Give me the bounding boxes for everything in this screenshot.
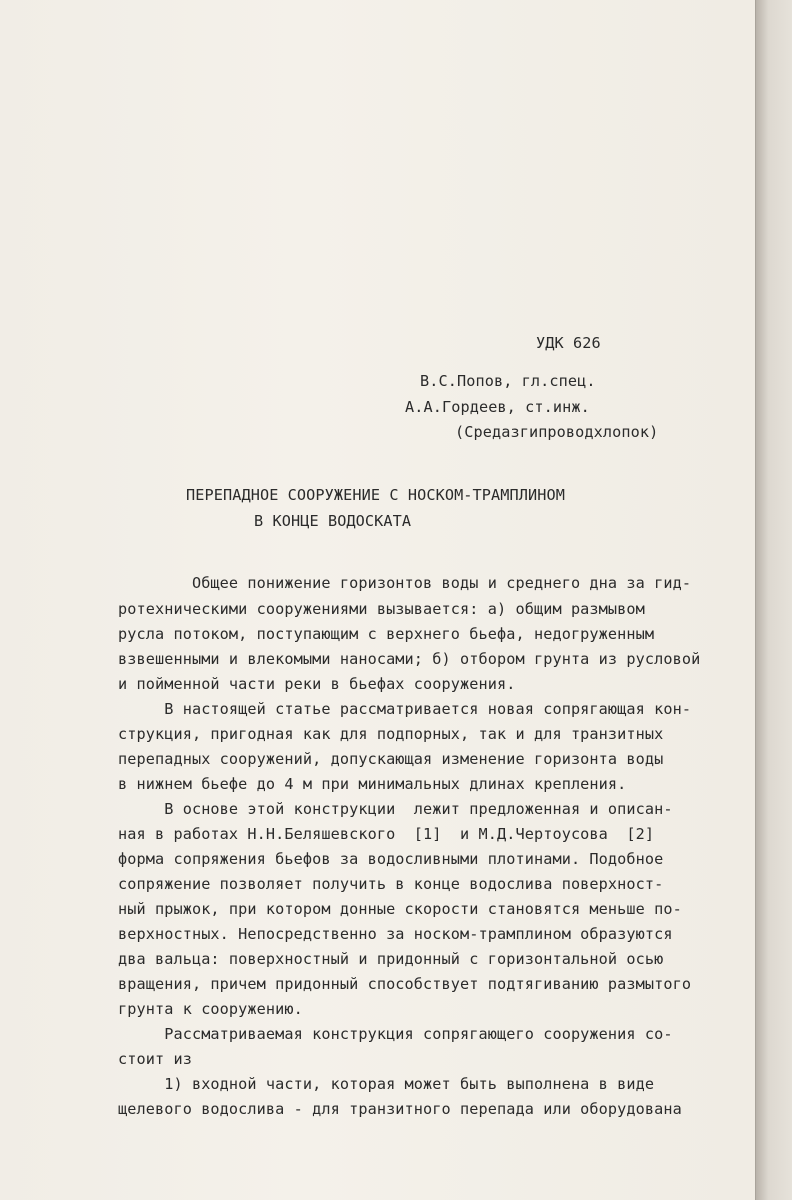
body-line: щелевого водослива - для транзитного перепада или оборудована (118, 1100, 682, 1118)
body-line: В настоящей статье рассматривается новая сопрягающая кон- (118, 700, 692, 718)
body-line: сопряжение позволяет получить в конце водослива поверхност- (118, 875, 664, 893)
body-line: перепадных сооружений, допускающая изменение горизонта воды (118, 750, 664, 768)
udk-code: УДК 626 (536, 334, 601, 352)
body-line: Общее понижение горизонтов воды и среднего дна за гид- (118, 574, 692, 592)
document-title-line-2: В КОНЦЕ ВОДОСКАТА (254, 512, 412, 530)
body-line: русла потоком, поступающим с верхнего бьефа, недогруженным (118, 625, 655, 643)
body-line: ротехническими сооружениями вызывается: а) общим размывом (118, 600, 645, 618)
body-line: два вальца: поверхностный и придонный с горизонтальной осью (118, 950, 664, 968)
document-title-line-1: ПЕРЕПАДНОЕ СООРУЖЕНИЕ С НОСКОМ-ТРАМПЛИНОМ (186, 486, 565, 504)
body-line: взвешенными и влекомыми наносами; б) отбором грунта из русловой (118, 650, 701, 668)
body-line: грунта к сооружению. (118, 1000, 303, 1018)
body-line: ная в работах Н.Н.Беляшевского [1] и М.Д.Чертоусова [2] (118, 825, 655, 843)
body-line: 1) входной части, которая может быть выполнена в виде (118, 1075, 655, 1093)
body-line: форма сопряжения бьефов за водосливными плотинами. Подобное (118, 850, 664, 868)
body-line: струкция, пригодная как для подпорных, так и для транзитных (118, 725, 664, 743)
body-line: стоит из (118, 1050, 192, 1068)
body-line: верхностных. Непосредственно за носком-трамплином образуются (118, 925, 673, 943)
author-1: В.С.Попов, гл.спец. (420, 372, 596, 390)
body-line: Рассматриваемая конструкция сопрягающего сооружения со- (118, 1025, 673, 1043)
body-line: ный прыжок, при котором донные скорости становятся меньше по- (118, 900, 682, 918)
body-line: В основе этой конструкции лежит предложенная и описан- (118, 800, 673, 818)
page-edge (755, 0, 792, 1200)
body-line: в нижнем бьефе до 4 м при минимальных длинах крепления. (118, 775, 627, 793)
body-line: и пойменной части реки в бьефах сооружения. (118, 675, 516, 693)
author-2: А.А.Гордеев, ст.инж. (405, 398, 590, 416)
body-line: вращения, причем придонный способствует подтягиванию размытого (118, 975, 692, 993)
author-organization: (Средазгипроводхлопок) (455, 423, 659, 441)
